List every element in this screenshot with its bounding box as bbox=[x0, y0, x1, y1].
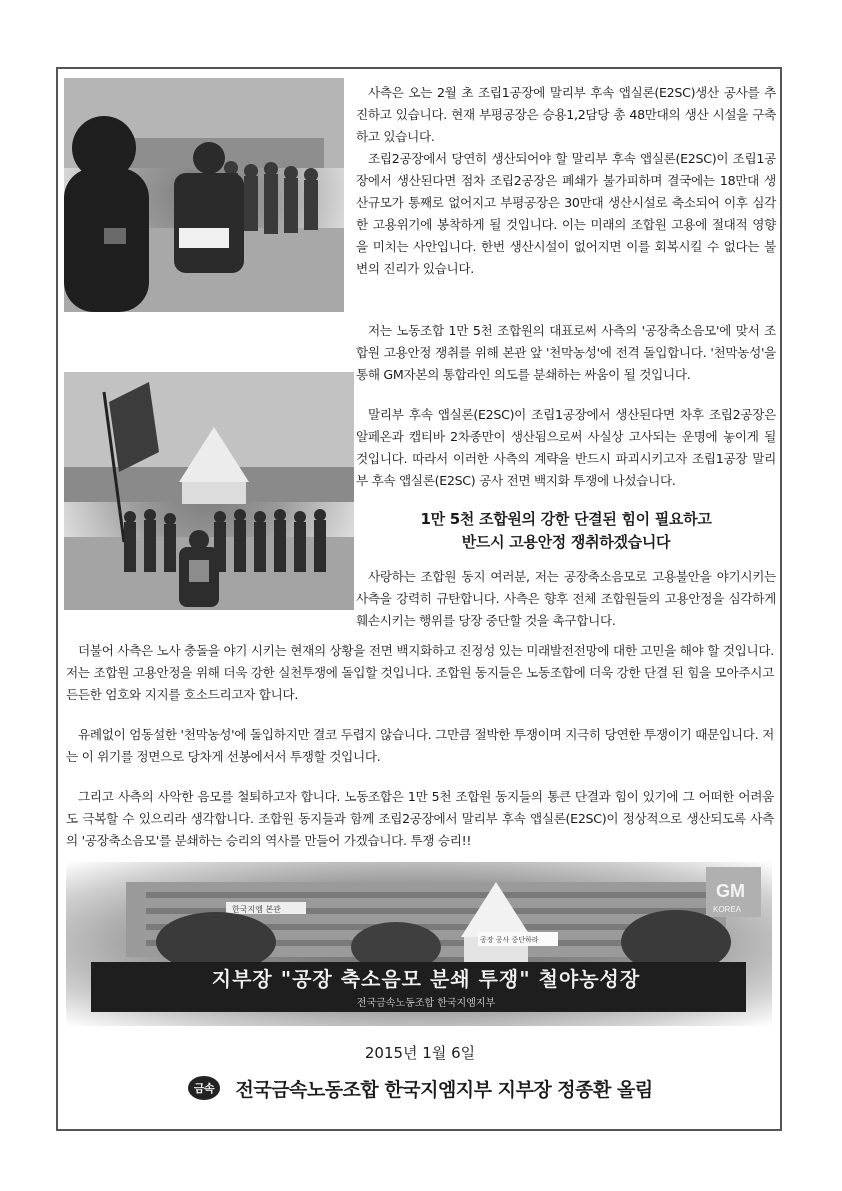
paragraph-1: 사측은 오는 2월 초 조립1공장에 말리부 후속 앱실론(E2SC)생산 공사를 추진하고 있습니다. 현재 부평공장은 승용1,2담당 총 48만대의 생산 시설을 구축하고 있습니다. bbox=[356, 85, 776, 144]
paragraph-3: 저는 노동조합 1만 5천 조합원의 대표로써 사측의 '공장축소음모'에 맞서 조합원 고용안정 쟁취를 위해 본관 앞 '천막농성'에 전격 돌입합니다. '천막농성'을 통해 GM자본의 통합라인 의도를 분쇄하는 싸움이 될 것입니다. bbox=[356, 323, 776, 382]
building-sign: 한국지엠 본관 bbox=[232, 905, 281, 914]
union-logo-icon bbox=[187, 1074, 221, 1107]
paragraph-5: 사랑하는 조합원 동지 여러분, 저는 공장축소음모로 고용불안을 야기시키는 사측을 강력히 규탄합니다. 사측은 향후 전체 조합원들의 고용안정을 심각하게 훼손시키는 행위를 당장 중단할 것을 촉구합니다. bbox=[356, 569, 776, 628]
tent-rally-photo bbox=[64, 372, 354, 610]
section-headline bbox=[356, 508, 776, 554]
paragraph-8: 그리고 사측의 사악한 음모를 철퇴하고자 합니다. 노동조합은 1만 5천 조합원 동지들의 통큰 단결과 힘이 있기에 그 어떠한 어려움도 극복할 수 있으리라 생각합니다. 조합원 동지들과 함께 조립2공장에서 말리부 후속 앱실론(E2SC)이 정상적으로 생산되도록 사측의 '공장축소음모'를 분쇄하는 승리의 역사를 만들어 가겠습니다. 투쟁 승리!! bbox=[66, 789, 774, 848]
tent-sign: 공장 공사 중단하라 bbox=[480, 936, 539, 944]
gm-logo-sub: KOREA bbox=[713, 905, 742, 914]
paragraph-6: 더불어 사측은 노사 충돌을 야기 시키는 현재의 상황을 전면 백지화하고 진정성 있는 미래발전전망에 대한 고민을 해야 할 것입니다. 저는 조합원 고용안정을 위해 더욱 강한 실천투쟁에 돌입할 것입니다. 조합원 동지들은 노동조합에 더욱 강한 단결 된 힘을 모아주시고 든든한 엄호와 지지를 호소드리고자 합니다. bbox=[66, 643, 774, 702]
headline-line-2: 반드시 고용안정 쟁취하겠습니다 bbox=[461, 533, 671, 551]
signature-line bbox=[66, 1074, 774, 1107]
paragraph-7: 유례없이 엄동설한 '천막농성'에 돌입하지만 결코 두렵지 않습니다. 그만큼 절박한 투쟁이며 지극히 당연한 투쟁이기 때문입니다. 저는 이 위기를 정면으로 당차게 선봉에서서 투쟁할 것입니다. bbox=[66, 727, 774, 764]
headquarters-tent-photo bbox=[66, 862, 772, 1026]
rally-speech-photo bbox=[64, 78, 344, 312]
paragraph-4: 말리부 후속 앱실론(E2SC)이 조립1공장에서 생산된다면 차후 조립2공장은 알페온과 캡티바 2차종만이 생산됨으로써 사실상 고사되는 운명에 놓이게 될 것입니다. 따라서 이러한 사측의 계략을 반드시 파괴시키고자 조립1공장 말리부 후속 앱실론(E2SC) 공사 전면 백지화 투쟁에 나섰습니다. bbox=[356, 407, 776, 488]
document-date: 2015년 1월 6일 bbox=[364, 1044, 476, 1062]
banner-sub-text: 전국금속노동조합 한국지엠지부 bbox=[356, 998, 496, 1009]
banner-main-text: 지부장 "공장 축소음모 분쇄 투쟁" 철야농성장 bbox=[211, 967, 641, 991]
paragraph-2: 조립2공장에서 당연히 생산되어야 할 말리부 후속 앱실론(E2SC)이 조립1공장에서 생산된다면 점차 조립2공장은 폐쇄가 불가피하며 결국에는 18만대 생산규모가 통째로 없어지고 부평공장은 30만대 생산시설로 축소되어 이후 심각한 고용위기에 봉착하게 될 것입니다. 이는 미래의 조합원 고용에 절대적 영향을 미치는 사안입니다. 한번 생산시설이 없어지면 이를 회복시킬 수 없다는 불변의 진리가 있습니다. bbox=[356, 151, 776, 276]
gm-logo: GM bbox=[716, 881, 745, 901]
union-logo-text: 금속 bbox=[194, 1082, 215, 1095]
signature-text: 전국금속노동조합 한국지엠지부 지부장 정종환 올림 bbox=[235, 1079, 653, 1101]
headline-line-1: 1만 5천 조합원의 강한 단결된 힘이 필요하고 bbox=[420, 510, 712, 528]
